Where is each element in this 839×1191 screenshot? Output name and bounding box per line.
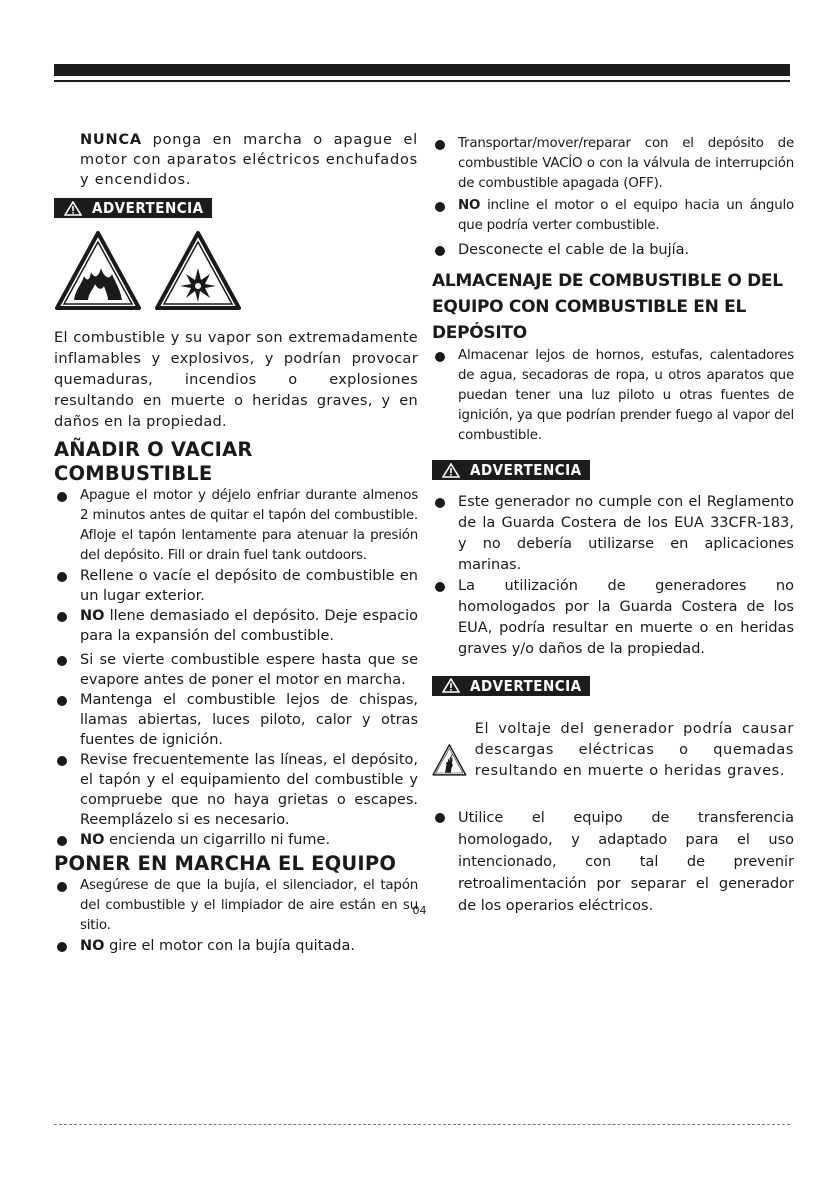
warning-label: ADVERTENCIA [470,676,582,695]
warning-triangle-icon [442,678,460,693]
list-item: Mantenga el combustible lejos de chispas, llamas abiertas, luces piloto, calor y otras fuentes de ignición. [54,690,418,750]
voltage-warning [432,715,794,805]
electric-shock-icon [432,715,467,805]
list-item: NO gire el motor con la bujía quitada. [54,936,418,956]
fire-warning-text: El combustible y su vapor son extremadamente inflamables y explosivos, y podrían provocar quemaduras, incendios o explosiones resultando en muerte o heridas graves, y en daños en la propiedad. [54,329,418,430]
warning-triangle-icon [442,463,460,478]
warning-label: ADVERTENCIA [92,199,204,217]
fire-hazard-icon [54,230,142,312]
intro-paragraph [54,130,418,190]
list-item: Rellene o vacíe el depósito de combustible en un lugar exterior. [54,566,418,606]
list-item: NO llene demasiado el depósito. Deje espacio para la expansión del combustible. [54,606,418,646]
list-item: Asegúrese de que la bujía, el silenciador, el tapón del combustible y el limpiador de aire están en su sitio. [54,876,418,936]
list-item: Apague el motor y déjelo enfriar durante almenos 2 minutos antes de quitar el tapón del combustible. Afloje el tapón lentamente para atenuar la presión del depósito. Fill or drain fuel tank outdoors. [54,486,418,566]
warning-badge [432,460,590,480]
add-fuel-list [54,486,418,850]
storage-list [432,346,794,446]
list-item: Este generador no cumple con el Reglamento de la Guarda Costera de los EUA 33CFR-183, y no debería utilizarse en aplicaciones marinas. [432,492,794,576]
storage-heading: ALMACENAJE DE COMBUSTIBLE O DEL EQUIPO CON COMBUSTIBLE EN EL DEPÓSITO [432,271,783,343]
list-item: Si se vierte combustible espere hasta que se evapore antes de poner el motor en marcha. [54,650,418,690]
header-rule [54,80,790,82]
intro-text: ponga en marcha o apague el motor con aparatos eléctricos enchufados y encendidos. [80,132,418,188]
list-item: Desconecte el cable de la bujía. [432,240,794,260]
add-fuel-heading: AÑADIR O VACIAR COMBUSTIBLE [54,437,253,485]
list-item: NO encienda un cigarrillo ni fume. [54,830,418,850]
list-item: NO incline el motor o el equipo hacia un ángulo que podría verter combustible. [432,196,794,236]
voltage-warning-text: El voltaje del generador podría causar descargas eléctricas o quemadas resultando en muerte o heridas graves. [474,721,794,779]
list-item: Almacenar lejos de hornos, estufas, calentadores de agua, secadoras de ropa, u otros aparatos que puedan tener una luz piloto u otras fuentes de ignición, ya que podrían prender fuego al vapor del combustible. [432,346,794,446]
intro-bold: NUNCA [80,132,142,148]
start-equipment-heading: PONER EN MARCHA EL EQUIPO [54,851,397,875]
list-item: Utilice el equipo de transferencia homologado, y adaptado para el uso intencionado, con tal de prevenir retroalimentación por separar el generador de los operarios eléctricos. [432,807,794,917]
warning-label: ADVERTENCIA [470,461,582,479]
footer-rule [54,1124,790,1125]
list-item: Transportar/mover/reparar con el depósito de combustible VACÍO o con la válvula de interrupción de combustible apagada (OFF). [432,134,794,194]
warning-triangle-icon [64,201,82,216]
marine-list [432,492,794,660]
page-number: 04 [412,904,427,917]
right-column [432,134,794,917]
hazard-icons [54,230,418,312]
left-column [54,130,418,956]
explosion-hazard-icon [154,230,242,312]
warning-badge [54,198,212,218]
warning-badge [432,676,590,696]
list-item: Revise frecuentemente las líneas, el depósito, el tapón y el equipamiento del combustible y compruebe que no haya grietas o escapes. Reemplázelo si es necesario. [54,750,418,830]
header-bar [54,64,790,76]
transfer-list [432,807,794,917]
transport-list [432,134,794,260]
list-item: La utilización de generadores no homologados por la Guarda Costera de los EUA, podría resultar en muerte o en heridas graves y/o daños de la propiedad. [432,576,794,660]
